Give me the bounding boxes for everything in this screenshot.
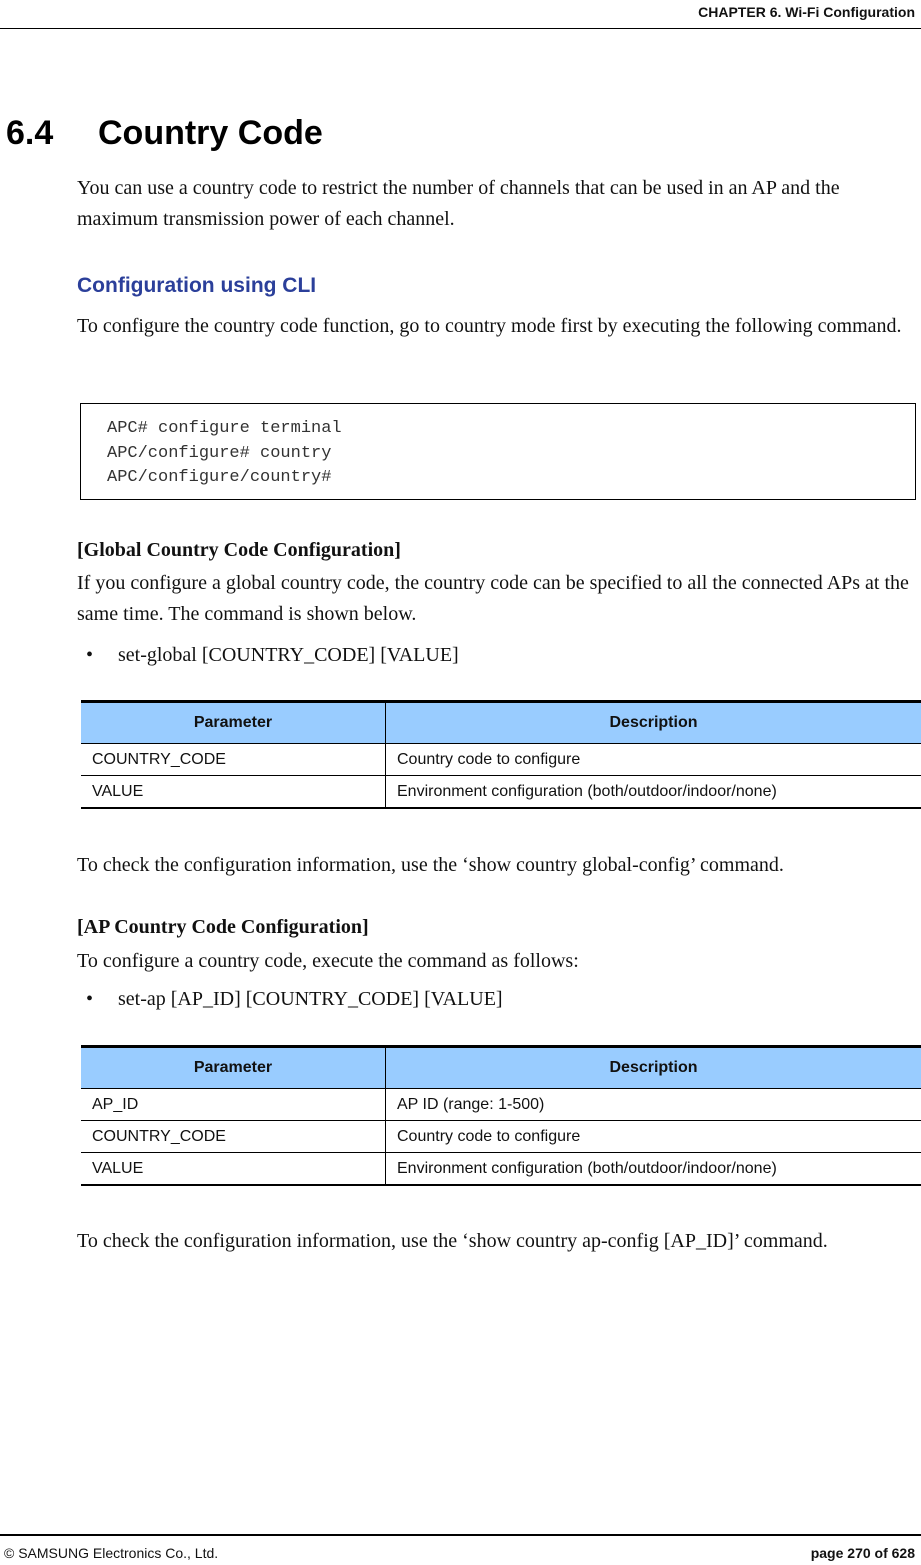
table-row — [81, 1153, 921, 1186]
bullet-icon: • — [86, 988, 94, 1010]
table-row — [81, 1089, 921, 1121]
param-cell: VALUE — [81, 776, 386, 809]
code-line: APC# configure terminal — [107, 419, 342, 438]
desc-cell: Environment configuration (both/outdoor/indoor/none) — [386, 1153, 921, 1186]
cli-paragraph: To configure the country code function, go to country mode first by executing the following command. — [77, 315, 902, 337]
global-bullet — [86, 641, 459, 669]
param-cell: AP_ID — [81, 1089, 386, 1121]
desc-cell: Country code to configure — [386, 1121, 921, 1153]
cli-heading: Configuration using CLI — [77, 274, 317, 297]
ap-bullet — [86, 985, 503, 1013]
code-line: APC/configure/country# — [107, 468, 332, 487]
ap-parameter-table — [81, 1045, 921, 1186]
table-row — [81, 776, 921, 809]
param-cell: COUNTRY_CODE — [81, 744, 386, 776]
section-title — [6, 114, 323, 153]
param-cell: VALUE — [81, 1153, 386, 1186]
header-parameter: Parameter — [81, 702, 386, 744]
code-block — [80, 403, 916, 500]
section-number: 6.4 — [6, 114, 54, 152]
global-paragraph: If you configure a global country code, the country code can be specified to all the connected APs at the same time. The command is shown below. — [77, 572, 909, 625]
code-line: APC/configure# country — [107, 443, 332, 463]
table-header-row — [81, 1047, 921, 1089]
desc-cell: Country code to configure — [386, 744, 921, 776]
page-header — [0, 0, 921, 29]
copyright: © SAMSUNG Electronics Co., Ltd. — [4, 1545, 219, 1561]
global-note: To check the configuration information, use the ‘show country global-config’ command. — [77, 854, 784, 876]
ap-note: To check the configuration information, use the ‘show country ap-config [AP_ID]’ command. — [77, 1230, 828, 1252]
ap-command: set-ap [AP_ID] [COUNTRY_CODE] [VALUE] — [118, 988, 503, 1010]
table-header-row — [81, 702, 921, 744]
page-number: page 270 of 628 — [810, 1545, 915, 1561]
page-footer — [0, 1534, 921, 1561]
header-description: Description — [386, 1047, 921, 1089]
global-parameter-table — [81, 700, 921, 809]
global-command: set-global [COUNTRY_CODE] [VALUE] — [118, 644, 459, 666]
section-name: Country Code — [98, 114, 323, 152]
header-parameter: Parameter — [81, 1047, 386, 1089]
chapter-title: CHAPTER 6. Wi-Fi Configuration — [698, 4, 915, 20]
desc-cell: AP ID (range: 1-500) — [386, 1089, 921, 1121]
bullet-icon: • — [86, 644, 94, 666]
table-row — [81, 744, 921, 776]
ap-paragraph: To configure a country code, execute the command as follows: — [77, 950, 579, 972]
table-row — [81, 1121, 921, 1153]
ap-heading: [AP Country Code Configuration] — [77, 916, 369, 938]
header-description: Description — [386, 702, 921, 744]
global-heading: [Global Country Code Configuration] — [77, 539, 401, 561]
intro-paragraph: You can use a country code to restrict the number of channels that can be used in an AP and the maximum transmission power of each channel. — [77, 177, 840, 230]
param-cell: COUNTRY_CODE — [81, 1121, 386, 1153]
desc-cell: Environment configuration (both/outdoor/indoor/none) — [386, 776, 921, 809]
